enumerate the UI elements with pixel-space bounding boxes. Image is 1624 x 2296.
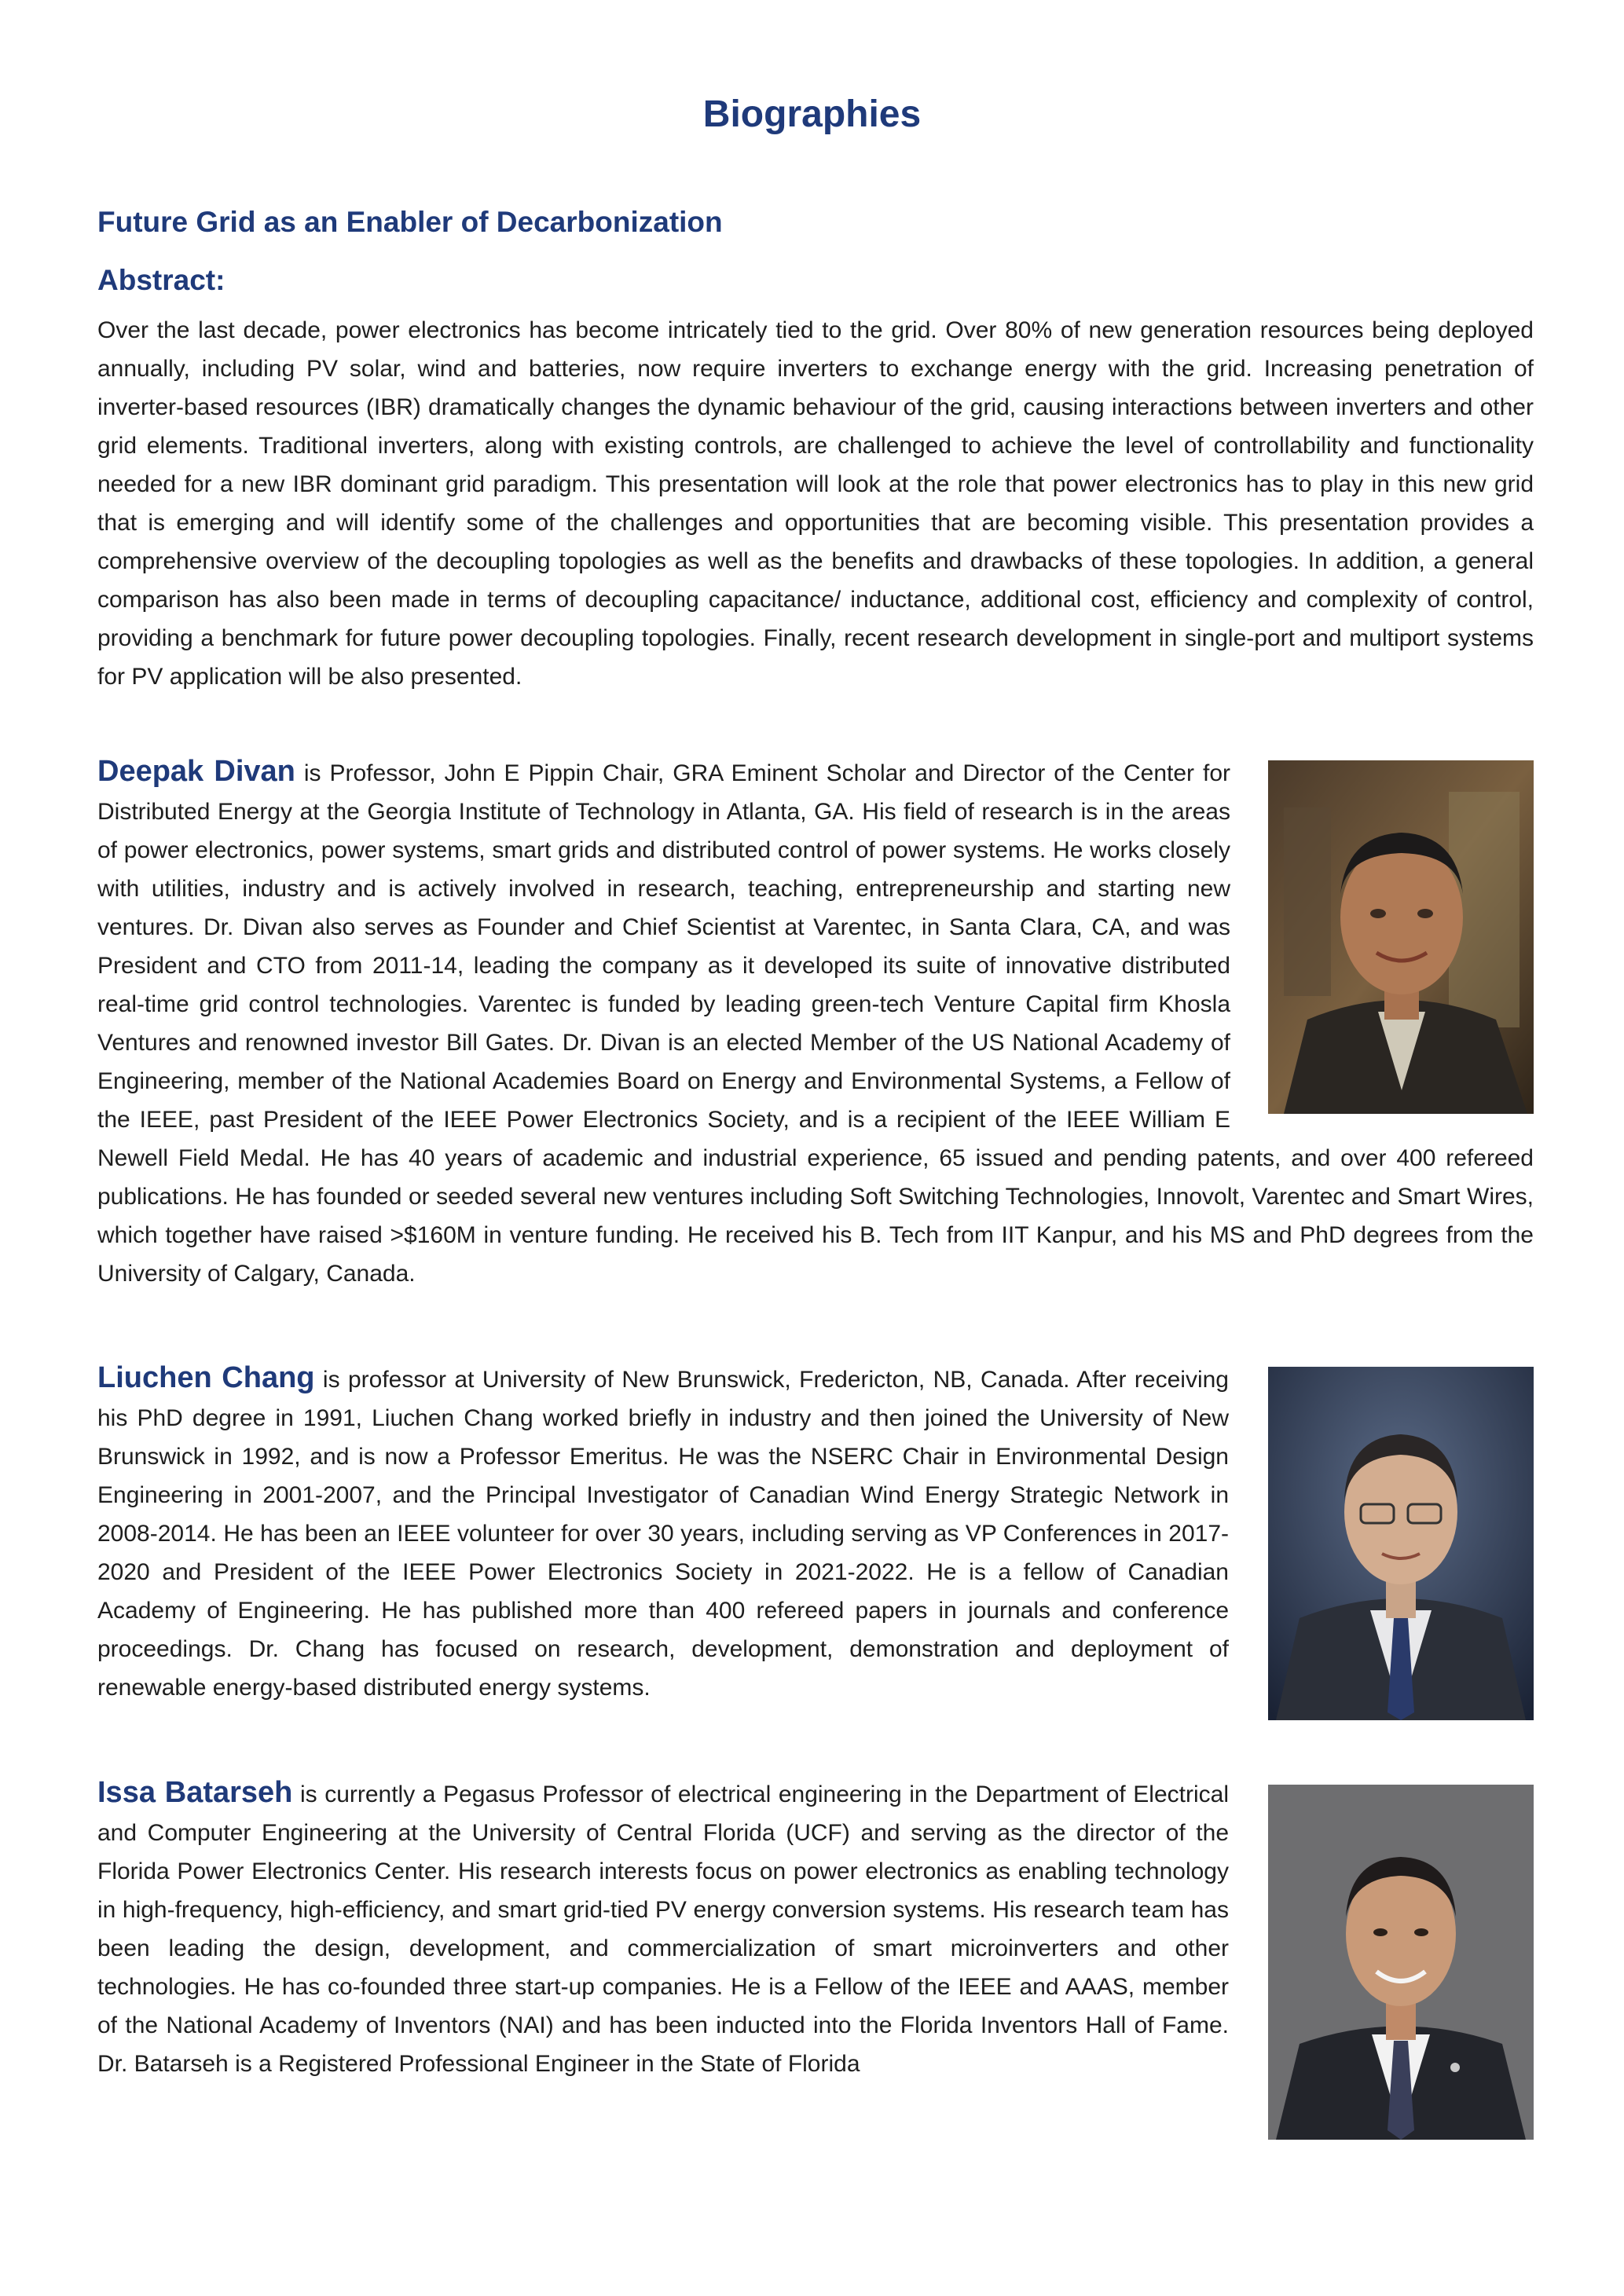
abstract-text: Over the last decade, power electronics has become intricately tied to the grid. Over 80% of new generation resources being deployed annually, including PV solar, wind and batteries, now require inverters to exchange energy with the grid. Increasing penetration of inverter-based resources (IBR) dramatically changes the dynamic behaviour of the grid, causing interactions between inverters and other grid elements. Traditional inverters, along with existing controls, are challenged to achieve the level of controllability and functionality needed for a new IBR dominant grid paradigm. This presentation will look at the role that power electronics has to play in this new grid that is emerging and will identify some of the challenges and opportunities that are becoming visible. This presentation provides a comprehensive overview of the decoupling topologies as well as the benefits and drawbacks of these topologies. In addition, a general comparison has also been made in terms of decoupling capacitance/ inductance, additional cost, efficiency and complexity of control, providing a benchmark for future power decoupling topologies. Finally, recent research development in single-port and multiport systems for PV application will be also presented. xyxy=(97,317,1534,690)
abstract-heading: Abstract: xyxy=(97,264,225,296)
bio-text: is currently a Pegasus Professor of electrical engineering in the Department of Electrical and Computer Engineering at the University of Central Florida (UCF) and serving as the director of the Florida Power Electronics Center. His research interests focus on power electronics as enabling technology in high-frequency, high-efficiency, and smart grid-tied PV energy conversion systems. His research team has been leading the design, development, and commercialization of smart microinverters and other technologies. He has co-founded three start-up companies. He is a Fellow of the IEEE and AAAS, member of the National Academy of Inventors (NAI) and has been inducted into the Florida Inventors Hall of Fame. Dr. Batarseh is a Registered Professional Engineer in the State of Florida xyxy=(97,1782,1229,2077)
portrait-deepak-divan xyxy=(1268,760,1534,1114)
bio-name: Issa Batarseh xyxy=(97,1776,293,1809)
bio-text: is professor at University of New Brunswick, Fredericton, NB, Canada. After receiving his PhD degree in 1991, Liuchen Chang worked briefly in industry and then joined the University of New Brunswick in 1992, and is now a Professor Emeritus. He was the NSERC Chair in Environmental Design Engineering in 2001-2007, and the Principal Investigator of Canadian Wind Energy Strategic Network in 2008-2014. He has been an IEEE volunteer for over 30 years, including serving as VP Conferences in 2017-2020 and President of the IEEE Power Electronics Society in 2021-2022. He is a fellow of Canadian Academy of Engineering. He has published more than 400 refereed papers in journals and conference proceedings. Dr. Chang has focused on research, development, demonstration and deployment of renewable energy-based distributed energy systems. xyxy=(97,1367,1229,1701)
bio-name: Liuchen Chang xyxy=(97,1361,315,1394)
portrait-liuchen-chang xyxy=(1268,1367,1534,1720)
bio-deepak-divan xyxy=(97,753,1534,1293)
bio-liuchen-chang xyxy=(97,1359,1229,1707)
bio-issa-batarseh xyxy=(97,1774,1229,2083)
portrait-issa-batarseh xyxy=(1268,1785,1534,2140)
bio-name: Deepak Divan xyxy=(97,755,295,788)
page-title: Biographies xyxy=(702,93,922,135)
bio-text: is Professor, John E Pippin Chair, GRA Eminent Scholar and Director of the Center for Distributed Energy at the Georgia Institute of Technology in Atlanta, GA. His field of research is in the areas of power electronics, power systems, smart grids and distributed control of power systems. He works closely with utilities, industry and is actively involved in research, teaching, entrepreneurship and starting new ventures. Dr. Divan also serves as Founder and Chief Scientist at Varentec, in Santa Clara, CA, and was President and CTO from 2011-14, leading the company as it developed its suite of innovative distributed real-time grid control technologies. Varentec is funded by leading green-tech Venture Capital firm Khosla Ventures and renowned investor Bill Gates. Dr. Divan is an elected Member of the US National Academy of Engineering, member of the National Academies Board on Energy and Environmental Systems, a Fellow of the IEEE, past President of the IEEE Power Electronics Society, and is a recipient of the IEEE William E Newell Field Medal. He has 40 years of academic and industrial experience, 65 issued and pending patents, and over 400 refereed publications. He has founded or seeded several new ventures including Soft Switching Technologies, Innovolt, Varentec and Smart Wires, which together have raised >$160M in venture funding. He received his B. Tech from IIT Kanpur, and his MS and PhD degrees from the University of Calgary, Canada. xyxy=(97,760,1534,1287)
talk-title: Future Grid as an Enabler of Decarbonization xyxy=(97,206,723,238)
